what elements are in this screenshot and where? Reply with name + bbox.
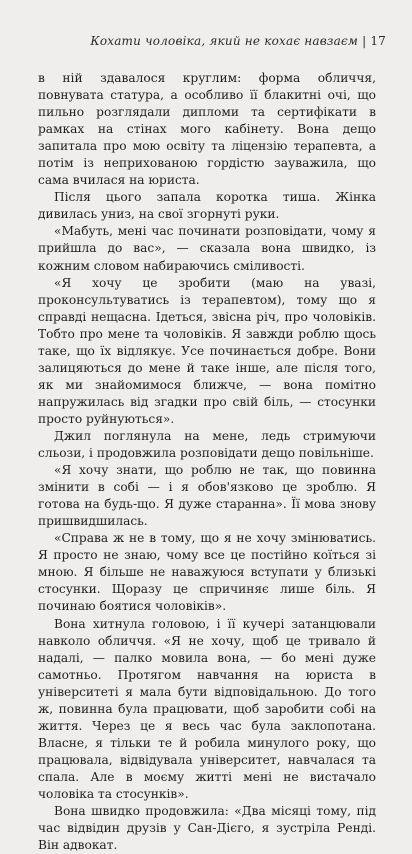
paragraph-5: Джил поглянула на мене, ледь стримуючи сльози, і продовжила розповідати дещо повільніше. [38, 428, 376, 461]
paragraph-6: «Я хочу знати, що роблю не так, що повинна змінити в собі — і я обов'язково це зроблю. Я готова на будь-що. Я дуже старанна». Її мова знову пришвидшилась. [38, 463, 376, 529]
running-head [26, 34, 386, 48]
paragraph-1: в ній здавалося круглим: форма обличчя, повнувата статура, а особливо її блакитні очі, що пильно розглядали дипломи та сертифікати в рамках на стінах мого кабінету. Вона дещо запитала про мою освіту та ліцензію терапевта, а потім із неприхованою гордістю зауважила, що сама вчилася на юриста. [38, 71, 376, 188]
paragraph-2: Після цього запала коротка тиша. Жінка дивилась униз, на свої згорнуті руки. [38, 190, 376, 222]
paragraph-9: Вона швидко продовжила: «Два місяці тому, під час відвідин друзів у Сан-Дієго, я зустріла Ренді. Він адвокат. [38, 804, 376, 853]
page-number: 17 [370, 34, 386, 48]
paragraph-8: Вона хитнула головою, і її кучері затанцювали навколо обличчя. «Я не хочу, щоб це тривало й надалі, — палко мовила вона, — бо мені дуже самотньо. Протягом навчання на юриста в університеті я мала бути відповідальною. До того ж, повинна була працювати, щоб заробити собі на життя. Через це я весь час була заклопотана. Власне, я тільки те й робила минулого року, що працювала, відвідувала університет, навчалася та спала. Але в моєму житті мені не вистачало чоловіка та стосунків». [38, 616, 376, 801]
running-title: Кохати чоловіка, який не кохає навзаєм [90, 34, 359, 48]
paragraph-3: «Мабуть, мені час починати розповідати, чому я прийшла до вас», — сказала вона швидко, із кожним словом набираючись сміливості. [38, 224, 376, 273]
header-separator: | [362, 34, 367, 48]
paragraph-7: «Справа ж не в тому, що я не хочу змінюватись. Я просто не знаю, чому все це постійно коїться зі мною. Я більше не наважуюся вступати у близькі стосунки. Щоразу це спричиняє лише біль. Я починаю боятися чоловіків». [38, 531, 376, 614]
paragraph-4: «Я хочу це зробити (маю на увазі, проконсультуватись із терапевтом), тому що я справді нещасна. Ідеться, звісна річ, про чоловіків. Тобто про мене та чоловіків. Я завжди роблю щось таке, що їх відлякує. Усе починається добре. Вони залицяються до мене й таке інше, але після того, як ми знайомимося ближче, — вона помітно напружилась від згадки про свій біль, — стосунки просто руйнуються». [38, 275, 376, 426]
body-text [38, 70, 376, 854]
